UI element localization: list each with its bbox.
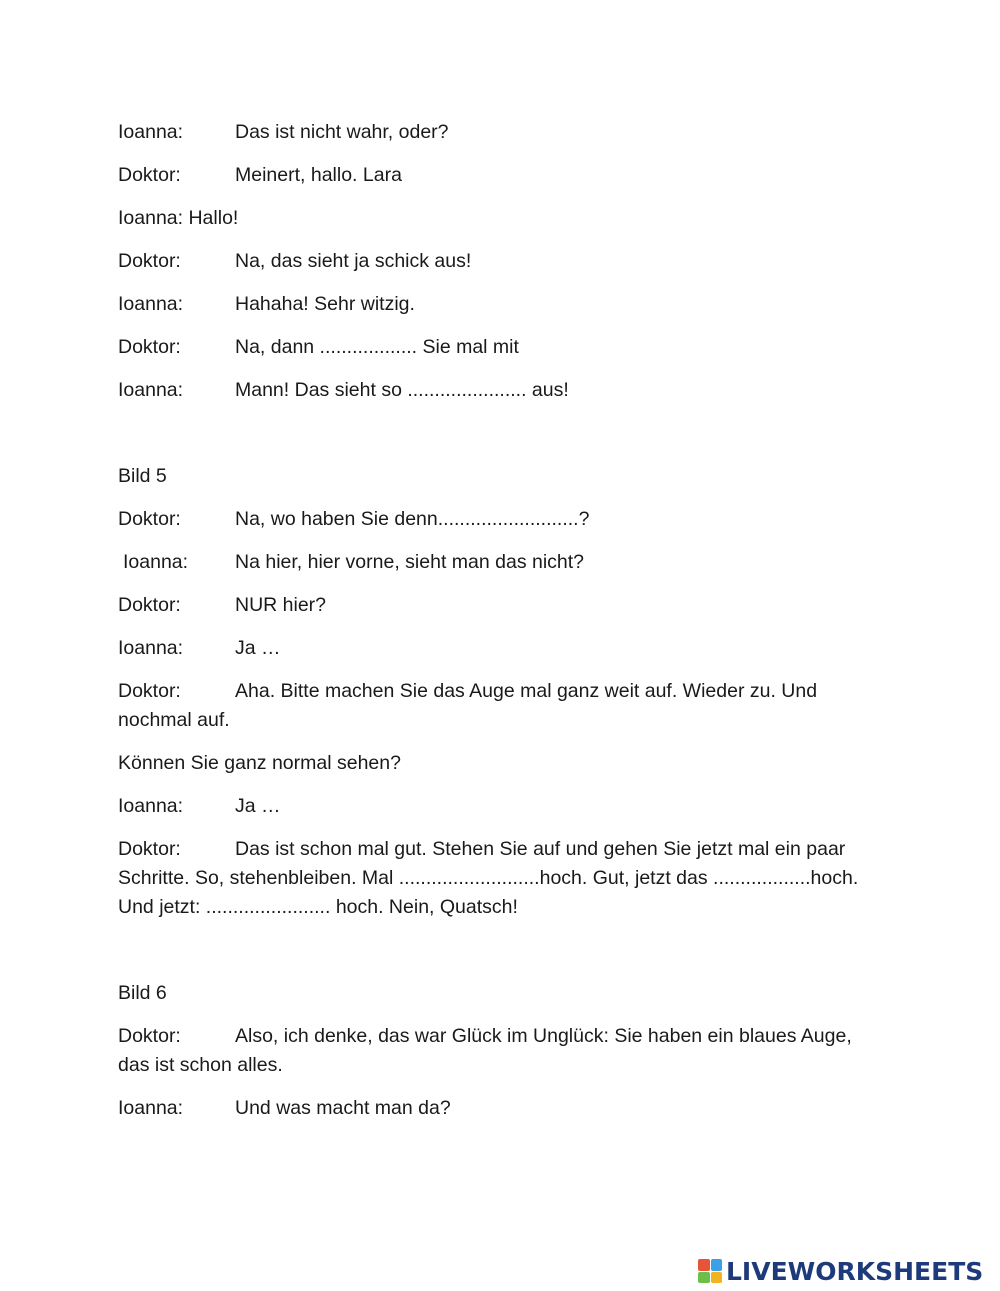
dialogue-line	[118, 290, 888, 319]
speaker-label: Ioanna:	[118, 795, 184, 817]
dialogue-line	[118, 118, 888, 147]
dialogue-text: Hahaha! Sehr witzig.	[235, 293, 415, 315]
speaker-label: Doktor:	[118, 838, 181, 860]
dialogue-text: Das ist nicht wahr, oder?	[235, 121, 449, 143]
dialogue-text: Mann! Das sieht so ...................... aus!	[235, 379, 569, 401]
dialogue-text: NUR hier?	[235, 594, 327, 616]
dialogue-text: Können Sie ganz normal sehen?	[118, 752, 401, 774]
worksheet-page	[118, 118, 888, 1137]
dialogue-line	[118, 1094, 888, 1123]
dialogue-text: Also, ich denke, das war Glück im Unglück: Sie haben ein blaues Auge, das ist schon alles.	[118, 1025, 852, 1076]
section-heading: Bild 5	[118, 465, 167, 487]
speaker-label: Doktor:	[118, 250, 181, 272]
dialogue-line	[118, 835, 888, 922]
logo-text: LIVEWORKSHEETS	[726, 1256, 984, 1286]
speaker-label: Ioanna:	[118, 1097, 184, 1119]
speaker-label: Doktor:	[118, 594, 181, 616]
section-heading: Bild 6	[118, 982, 167, 1004]
dialogue-text: Ja …	[235, 795, 281, 817]
dialogue-text: Ioanna: Hallo!	[118, 207, 239, 229]
dialogue-line	[118, 792, 888, 821]
liveworksheets-logo[interactable]	[698, 1256, 983, 1286]
speaker-label: Ioanna:	[118, 121, 184, 143]
dialogue-text: Das ist schon mal gut. Stehen Sie auf und gehen Sie jetzt mal ein paar Schritte. So, stehenbleiben. Mal ..........................hoch. Gut, jetzt das ..................hoch. Und jetzt: ....................... hoch. Nein, Quatsch!	[118, 838, 859, 918]
dialogue-text: Na hier, hier vorne, sieht man das nicht?	[235, 551, 585, 573]
dialogue-text: Na, wo haben Sie denn..........................?	[235, 508, 590, 530]
speaker-label: Doktor:	[118, 508, 181, 530]
dialogue-line	[118, 161, 888, 190]
dialogue-text: Meinert, hallo. Lara	[235, 164, 402, 186]
speaker-label: Ioanna:	[123, 551, 189, 573]
dialogue-line	[118, 634, 888, 663]
dialogue-line	[118, 376, 888, 405]
speaker-label: Doktor:	[118, 680, 181, 702]
speaker-label: Doktor:	[118, 164, 181, 186]
dialogue-text: Ja …	[235, 637, 281, 659]
dialogue-text: Aha. Bitte machen Sie das Auge mal ganz weit auf. Wieder zu. Und nochmal auf.	[118, 680, 818, 731]
dialogue-line	[118, 591, 888, 620]
speaker-label: Doktor:	[118, 336, 181, 358]
liveworksheets-logo-icon	[698, 1259, 722, 1283]
dialogue-text: Und was macht man da?	[235, 1097, 451, 1119]
dialogue-line	[118, 505, 888, 534]
speaker-label: Ioanna:	[118, 379, 184, 401]
dialogue-line	[118, 548, 888, 577]
dialogue-line	[118, 247, 888, 276]
speaker-label: Doktor:	[118, 1025, 181, 1047]
dialogue-line	[118, 333, 888, 362]
dialogue-line	[118, 749, 888, 778]
dialogue-line	[118, 677, 888, 735]
speaker-label: Ioanna:	[118, 637, 184, 659]
dialogue-text: Na, dann .................. Sie mal mit	[235, 336, 519, 358]
speaker-label: Ioanna:	[118, 293, 184, 315]
dialogue-line	[118, 1022, 888, 1080]
dialogue-text: Na, das sieht ja schick aus!	[235, 250, 472, 272]
dialogue-line	[118, 204, 888, 233]
